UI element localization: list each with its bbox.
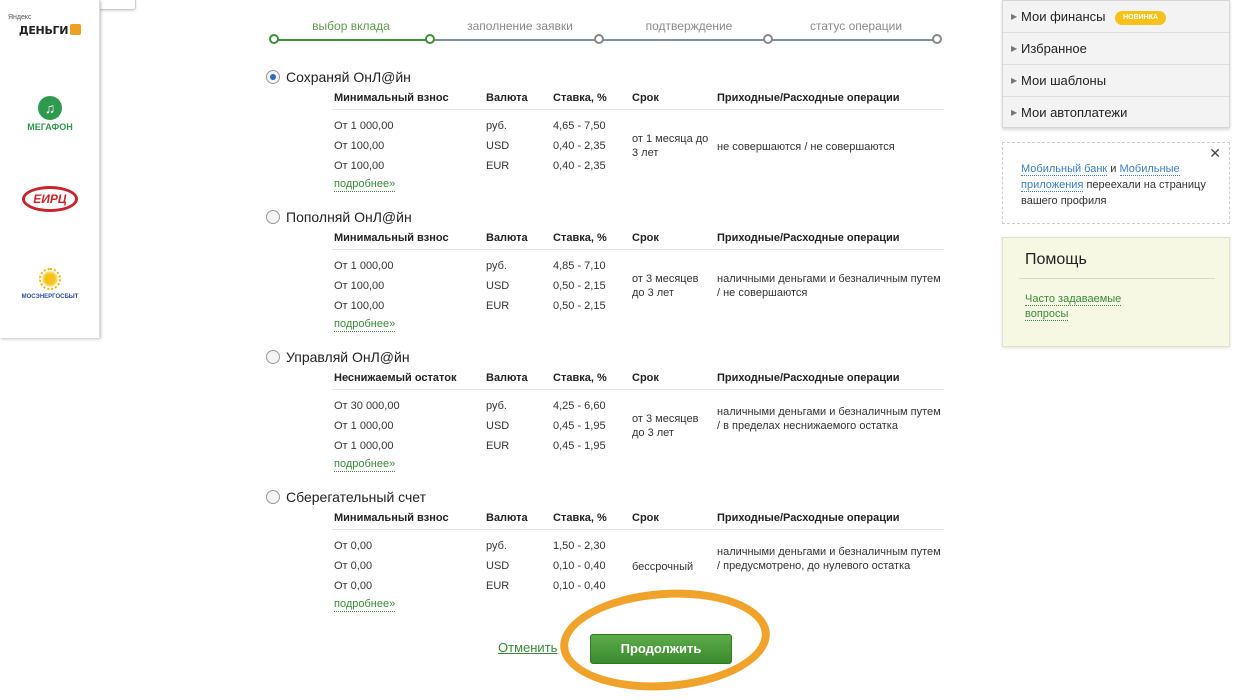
table-cell: руб. — [486, 260, 507, 272]
table-cell: руб. — [486, 120, 507, 132]
deposit-radio[interactable] — [266, 210, 280, 224]
table-cell: руб. — [486, 400, 507, 412]
table-cell: От 1 000,00 — [334, 420, 394, 432]
deposit-term: бессрочный — [632, 561, 694, 573]
step-label-confirm: подтверждение — [645, 19, 733, 33]
table-cell: От 1 000,00 — [334, 440, 394, 452]
step-label-choose-deposit: выбор вклада — [312, 19, 390, 33]
deposit-radio[interactable] — [266, 490, 280, 504]
column-header: Ставка, % — [553, 92, 607, 104]
deposit-term: от 3 месяцев до 3 лет — [632, 413, 699, 439]
table-cell: EUR — [486, 440, 510, 452]
column-header: Валюта — [486, 232, 528, 244]
deposit-operations: наличными деньгами и безналичным путем / не совершаются — [717, 273, 941, 299]
deposit-radio[interactable] — [266, 350, 280, 364]
table-cell: USD — [486, 280, 510, 292]
column-header: Ставка, % — [553, 512, 607, 524]
table-cell: 1,50 - 2,30 — [553, 540, 606, 552]
step-label-fill-form: заполнение заявки — [467, 19, 573, 33]
table-cell: USD — [486, 560, 510, 572]
table-cell: От 0,00 — [334, 540, 373, 552]
divider — [332, 109, 944, 110]
megafon-logo[interactable] — [8, 96, 92, 132]
mobile-bank-link[interactable]: Мобильный банк — [1021, 163, 1108, 175]
table-cell: От 0,00 — [334, 560, 373, 572]
profile-notice — [1002, 142, 1230, 224]
highlight-circle — [557, 583, 773, 697]
deposit-operations: наличными деньгами и безналичным путем / предусмотрено, до нулевого остатка — [717, 546, 941, 572]
menu-item-my-finances[interactable] — [1003, 1, 1229, 33]
table-cell: 0,40 - 2,35 — [553, 140, 606, 152]
help-panel — [1002, 237, 1230, 347]
more-details-link[interactable]: подробнее» — [334, 178, 396, 190]
table-cell: 4,25 - 6,60 — [553, 400, 606, 412]
deposit-title: Сохраняй ОнЛ@йн — [286, 69, 411, 85]
deposit-radio[interactable] — [266, 70, 280, 84]
yandex-text: ДЕНЬГИ — [18, 24, 69, 37]
column-header: Ставка, % — [553, 232, 607, 244]
column-header: Минимальный взнос — [334, 512, 449, 524]
column-header: Срок — [632, 232, 659, 244]
step-dot — [763, 34, 773, 44]
close-icon[interactable]: ✕ — [1209, 145, 1221, 161]
deposit-term: от 3 месяцев до 3 лет — [632, 273, 699, 299]
table-cell: 4,65 - 7,50 — [553, 120, 606, 132]
table-cell: 0,50 - 2,15 — [553, 280, 606, 292]
new-badge: НОВИНКА — [1115, 11, 1166, 25]
menu-item-label: Мои автоплатежи — [1021, 105, 1128, 120]
mobile-apps-link[interactable]: Мобильные приложения — [1021, 163, 1180, 191]
deposit-operations: не совершаются / не совершаются — [717, 141, 895, 153]
progress-steps — [270, 14, 940, 46]
menu-item-label: Мои финансы — [1021, 9, 1106, 24]
yandex-money-logo[interactable] — [8, 14, 92, 39]
step-line-done — [274, 39, 434, 41]
table-cell: 0,10 - 0,40 — [553, 560, 606, 572]
column-header: Валюта — [486, 512, 528, 524]
deposit-header[interactable] — [266, 347, 410, 367]
arrow-right-icon: ▶ — [1011, 44, 1018, 53]
table-cell: EUR — [486, 300, 510, 312]
table-cell: От 100,00 — [334, 280, 385, 292]
wallet-icon — [70, 24, 81, 35]
column-header: Приходные/Расходные операции — [717, 232, 900, 244]
deposit-title: Сберегательный счет — [286, 489, 427, 505]
step-dot — [425, 34, 435, 44]
side-menu — [1002, 0, 1230, 128]
step-dot — [932, 34, 942, 44]
deposit-header[interactable] — [266, 487, 426, 507]
column-header: Приходные/Расходные операции — [717, 512, 900, 524]
cancel-link[interactable]: Отменить — [498, 640, 558, 655]
eirc-logo[interactable] — [8, 186, 92, 212]
arrow-right-icon: ▶ — [1011, 76, 1018, 85]
menu-item-my-autopayments[interactable] — [1003, 97, 1229, 129]
divider — [1019, 278, 1215, 279]
step-dot — [594, 34, 604, 44]
more-details-link[interactable]: подробнее» — [334, 318, 396, 330]
column-header: Ставка, % — [553, 372, 607, 384]
faq-link-text: Часто задаваемые вопросы — [1025, 293, 1122, 320]
deposit-title: Пополняй ОнЛ@йн — [286, 209, 412, 225]
deposit-term: от 1 месяца до 3 лет — [632, 133, 709, 159]
yandex-caption: Яндекс — [8, 14, 32, 21]
continue-button[interactable]: Продолжить — [590, 634, 732, 664]
column-header: Приходные/Расходные операции — [717, 372, 900, 384]
column-header: Приходные/Расходные операции — [717, 92, 900, 104]
column-header: Валюта — [486, 92, 528, 104]
menu-item-my-templates[interactable] — [1003, 65, 1229, 97]
faq-link[interactable] — [1025, 292, 1155, 322]
arrow-right-icon: ▶ — [1011, 108, 1018, 117]
column-header: Минимальный взнос — [334, 92, 449, 104]
table-cell: 0,10 - 0,40 — [553, 580, 606, 592]
column-header: Срок — [632, 512, 659, 524]
deposit-title: Управляй ОнЛ@йн — [286, 349, 410, 365]
table-cell: USD — [486, 420, 510, 432]
deposit-header[interactable] — [266, 207, 412, 227]
column-header: Неснижаемый остаток — [334, 372, 457, 384]
step-dot — [269, 34, 279, 44]
table-cell: 0,45 - 1,95 — [553, 440, 606, 452]
megafon-text: МЕГАФОН — [27, 122, 73, 132]
column-header: Срок — [632, 372, 659, 384]
table-cell: От 1 000,00 — [334, 260, 394, 272]
menu-item-favorites[interactable] — [1003, 33, 1229, 65]
help-title: Помощь — [1025, 251, 1087, 268]
notice-text: переехали на страницу вашего профиля — [1021, 179, 1206, 207]
mosenergosbyt-text: МОСЭНЕРГОСБЫТ — [21, 294, 79, 300]
column-header: Валюта — [486, 372, 528, 384]
more-details-link[interactable]: подробнее» — [334, 458, 396, 470]
step-line-pending — [434, 39, 940, 41]
arrow-right-icon: ▶ — [1011, 12, 1018, 21]
table-cell: EUR — [486, 160, 510, 172]
divider — [332, 529, 944, 530]
table-cell: 0,45 - 1,95 — [553, 420, 606, 432]
table-cell: От 1 000,00 — [334, 120, 394, 132]
menu-item-label: Избранное — [1021, 41, 1087, 56]
more-details-link[interactable]: подробнее» — [334, 598, 396, 610]
table-cell: USD — [486, 140, 510, 152]
table-cell: EUR — [486, 580, 510, 592]
divider — [332, 249, 944, 250]
deposit-operations: наличными деньгами и безналичным путем / в пределах неснижаемого остатка — [717, 406, 941, 432]
mosenergosbyt-logo[interactable] — [8, 268, 92, 300]
step-label-status: статус операции — [809, 19, 903, 33]
menu-item-label: Мои шаблоны — [1021, 73, 1107, 88]
table-cell: От 0,00 — [334, 580, 373, 592]
column-header: Срок — [632, 92, 659, 104]
table-cell: От 100,00 — [334, 140, 385, 152]
table-cell: От 100,00 — [334, 300, 385, 312]
table-cell: руб. — [486, 540, 507, 552]
table-cell: От 30 000,00 — [334, 400, 400, 412]
table-cell: 0,50 - 2,15 — [553, 300, 606, 312]
left-panel-tab — [100, 0, 136, 10]
deposit-header[interactable] — [266, 67, 411, 87]
table-cell: От 100,00 — [334, 160, 385, 172]
eirc-text: ЕИРЦ — [22, 186, 78, 212]
divider — [332, 389, 944, 390]
table-cell: 0,40 - 2,35 — [553, 160, 606, 172]
table-cell: 4,85 - 7,10 — [553, 260, 606, 272]
notice-and: и — [1107, 163, 1120, 175]
sun-icon — [39, 268, 61, 290]
payment-logos-column — [0, 0, 100, 338]
column-header: Минимальный взнос — [334, 232, 449, 244]
megafon-icon: ♫ — [38, 96, 62, 120]
